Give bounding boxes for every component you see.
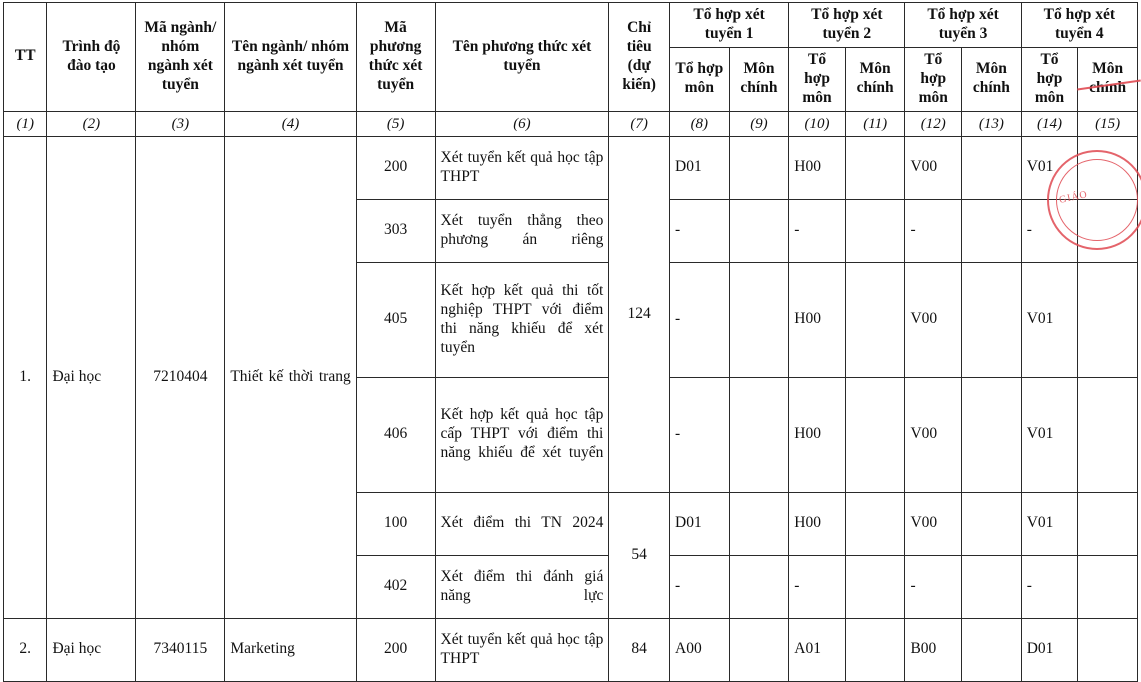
cell-to-hop-3: - <box>905 555 962 618</box>
cell-ten-phuong-thuc: Xét tuyển kết quả học tập THPT <box>435 136 609 199</box>
cell-to-hop-4: V01 <box>1021 492 1078 555</box>
cell-mon-chinh-4 <box>1078 618 1138 681</box>
cell-mon-chinh-1 <box>729 377 789 492</box>
cell-mon-chinh-3 <box>962 377 1022 492</box>
cell-ma-nganh: 7340115 <box>136 618 225 681</box>
cell-to-hop-3: V00 <box>905 377 962 492</box>
cell-to-hop-1: D01 <box>670 492 730 555</box>
cell-to-hop-1: - <box>670 262 730 377</box>
cell-mon-chinh-2 <box>845 492 905 555</box>
header-to-hop-mon-4: Tổ hợp môn <box>1021 47 1078 111</box>
cell-mon-chinh-2 <box>845 262 905 377</box>
cell-ten-phuong-thuc: Kết hợp kết quả thi tốt nghiệp THPT với điểm thi năng khiếu để xét tuyển <box>435 262 609 377</box>
cell-to-hop-1: - <box>670 199 730 262</box>
cell-to-hop-4: V01 <box>1021 262 1078 377</box>
cell-to-hop-2: H00 <box>789 377 846 492</box>
cell-ten-phuong-thuc: Xét tuyển kết quả học tập THPT <box>435 618 609 681</box>
cell-mon-chinh-3 <box>962 136 1022 199</box>
cell-ma-phuong-thuc: 100 <box>356 492 435 555</box>
cell-mon-chinh-1 <box>729 136 789 199</box>
cell-mon-chinh-4 <box>1078 136 1138 199</box>
header-to-hop-4: Tổ hợp xét tuyển 4 <box>1021 3 1137 48</box>
header-ten-nganh: Tên ngành/ nhóm ngành xét tuyển <box>225 3 356 112</box>
cell-chi-tieu: 84 <box>609 618 670 681</box>
cell-ten-nganh: Marketing <box>225 618 356 681</box>
cell-mon-chinh-3 <box>962 199 1022 262</box>
header-ma-nganh: Mã ngành/ nhóm ngành xét tuyển <box>136 3 225 112</box>
header-mon-chinh-3: Môn chính <box>962 47 1022 111</box>
cell-ten-phuong-thuc: Xét điểm thi đánh giá năng lực <box>435 555 609 618</box>
cell-mon-chinh-4 <box>1078 262 1138 377</box>
cell-ma-phuong-thuc: 200 <box>356 136 435 199</box>
cell-trinh-do: Đại học <box>47 136 136 618</box>
cell-to-hop-4: - <box>1021 199 1078 262</box>
header-ma-phuong-thuc: Mã phương thức xét tuyển <box>356 3 435 112</box>
header-to-hop-mon-1: Tổ hợp môn <box>670 47 730 111</box>
cell-to-hop-4: D01 <box>1021 618 1078 681</box>
cell-ten-nganh: Thiết kế thời trang <box>225 136 356 618</box>
cell-to-hop-3: V00 <box>905 262 962 377</box>
column-number: (4) <box>225 111 356 136</box>
cell-ma-nganh: 7210404 <box>136 136 225 618</box>
column-number: (1) <box>4 111 47 136</box>
cell-to-hop-1: D01 <box>670 136 730 199</box>
cell-ma-phuong-thuc: 405 <box>356 262 435 377</box>
cell-mon-chinh-4 <box>1078 377 1138 492</box>
table-body <box>4 136 1138 681</box>
cell-to-hop-4: - <box>1021 555 1078 618</box>
cell-tt: 1. <box>4 136 47 618</box>
cell-to-hop-4: V01 <box>1021 136 1078 199</box>
cell-to-hop-1: A00 <box>670 618 730 681</box>
column-number-row <box>4 111 1138 136</box>
header-to-hop-1: Tổ hợp xét tuyển 1 <box>670 3 789 48</box>
cell-to-hop-2: H00 <box>789 136 846 199</box>
cell-trinh-do: Đại học <box>47 618 136 681</box>
seal-text: GIÁO <box>1058 189 1089 206</box>
header-chi-tieu: Chỉ tiêu (dự kiến) <box>609 3 670 112</box>
header-to-hop-2: Tổ hợp xét tuyển 2 <box>789 3 905 48</box>
column-number: (10) <box>789 111 846 136</box>
document-page <box>0 2 1141 667</box>
column-number: (15) <box>1078 111 1138 136</box>
cell-to-hop-2: - <box>789 555 846 618</box>
cell-mon-chinh-4 <box>1078 199 1138 262</box>
cell-mon-chinh-3 <box>962 262 1022 377</box>
column-number: (2) <box>47 111 136 136</box>
cell-mon-chinh-2 <box>845 618 905 681</box>
cell-tt: 2. <box>4 618 47 681</box>
header-ten-phuong-thuc: Tên phương thức xét tuyển <box>435 3 609 112</box>
header-mon-chinh-1: Môn chính <box>729 47 789 111</box>
cell-to-hop-3: V00 <box>905 492 962 555</box>
cell-mon-chinh-1 <box>729 262 789 377</box>
cell-ten-phuong-thuc: Xét tuyển thẳng theo phương án riêng <box>435 199 609 262</box>
column-number: (6) <box>435 111 609 136</box>
cell-to-hop-1: - <box>670 377 730 492</box>
header-to-hop-3: Tổ hợp xét tuyển 3 <box>905 3 1021 48</box>
column-number: (12) <box>905 111 962 136</box>
header-tt: TT <box>4 3 47 112</box>
cell-mon-chinh-2 <box>845 136 905 199</box>
column-number: (5) <box>356 111 435 136</box>
cell-to-hop-3: - <box>905 199 962 262</box>
cell-to-hop-1: - <box>670 555 730 618</box>
cell-mon-chinh-2 <box>845 555 905 618</box>
cell-to-hop-3: B00 <box>905 618 962 681</box>
cell-to-hop-2: A01 <box>789 618 846 681</box>
header-mon-chinh-2: Môn chính <box>845 47 905 111</box>
column-number: (14) <box>1021 111 1078 136</box>
cell-mon-chinh-2 <box>845 377 905 492</box>
cell-ma-phuong-thuc: 200 <box>356 618 435 681</box>
cell-mon-chinh-1 <box>729 199 789 262</box>
header-to-hop-mon-2: Tổ hợp môn <box>789 47 846 111</box>
cell-chi-tieu: 124 <box>609 136 670 492</box>
table-header <box>4 3 1138 137</box>
column-number: (9) <box>729 111 789 136</box>
table-row <box>4 136 1138 199</box>
cell-ma-phuong-thuc: 303 <box>356 199 435 262</box>
column-number: (8) <box>670 111 730 136</box>
cell-mon-chinh-2 <box>845 199 905 262</box>
cell-mon-chinh-3 <box>962 618 1022 681</box>
header-trinh-do: Trình độ đào tạo <box>47 3 136 112</box>
cell-to-hop-3: V00 <box>905 136 962 199</box>
cell-chi-tieu: 54 <box>609 492 670 618</box>
cell-mon-chinh-3 <box>962 555 1022 618</box>
cell-ma-phuong-thuc: 402 <box>356 555 435 618</box>
cell-ten-phuong-thuc: Xét điểm thi TN 2024 <box>435 492 609 555</box>
cell-to-hop-2: H00 <box>789 262 846 377</box>
cell-mon-chinh-1 <box>729 555 789 618</box>
table-row <box>4 618 1138 681</box>
cell-mon-chinh-1 <box>729 618 789 681</box>
cell-to-hop-2: - <box>789 199 846 262</box>
header-row-1 <box>4 3 1138 48</box>
cell-mon-chinh-1 <box>729 492 789 555</box>
column-number: (7) <box>609 111 670 136</box>
cell-ma-phuong-thuc: 406 <box>356 377 435 492</box>
header-mon-chinh-4: Môn chính <box>1078 47 1138 111</box>
column-number: (11) <box>845 111 905 136</box>
cell-mon-chinh-4 <box>1078 555 1138 618</box>
admission-table <box>3 2 1138 682</box>
cell-mon-chinh-3 <box>962 492 1022 555</box>
cell-ten-phuong-thuc: Kết hợp kết quả học tập cấp THPT với điểm thi năng khiếu để xét tuyển <box>435 377 609 492</box>
cell-to-hop-2: H00 <box>789 492 846 555</box>
column-number: (3) <box>136 111 225 136</box>
cell-to-hop-4: V01 <box>1021 377 1078 492</box>
column-number: (13) <box>962 111 1022 136</box>
header-to-hop-mon-3: Tổ hợp môn <box>905 47 962 111</box>
cell-mon-chinh-4 <box>1078 492 1138 555</box>
